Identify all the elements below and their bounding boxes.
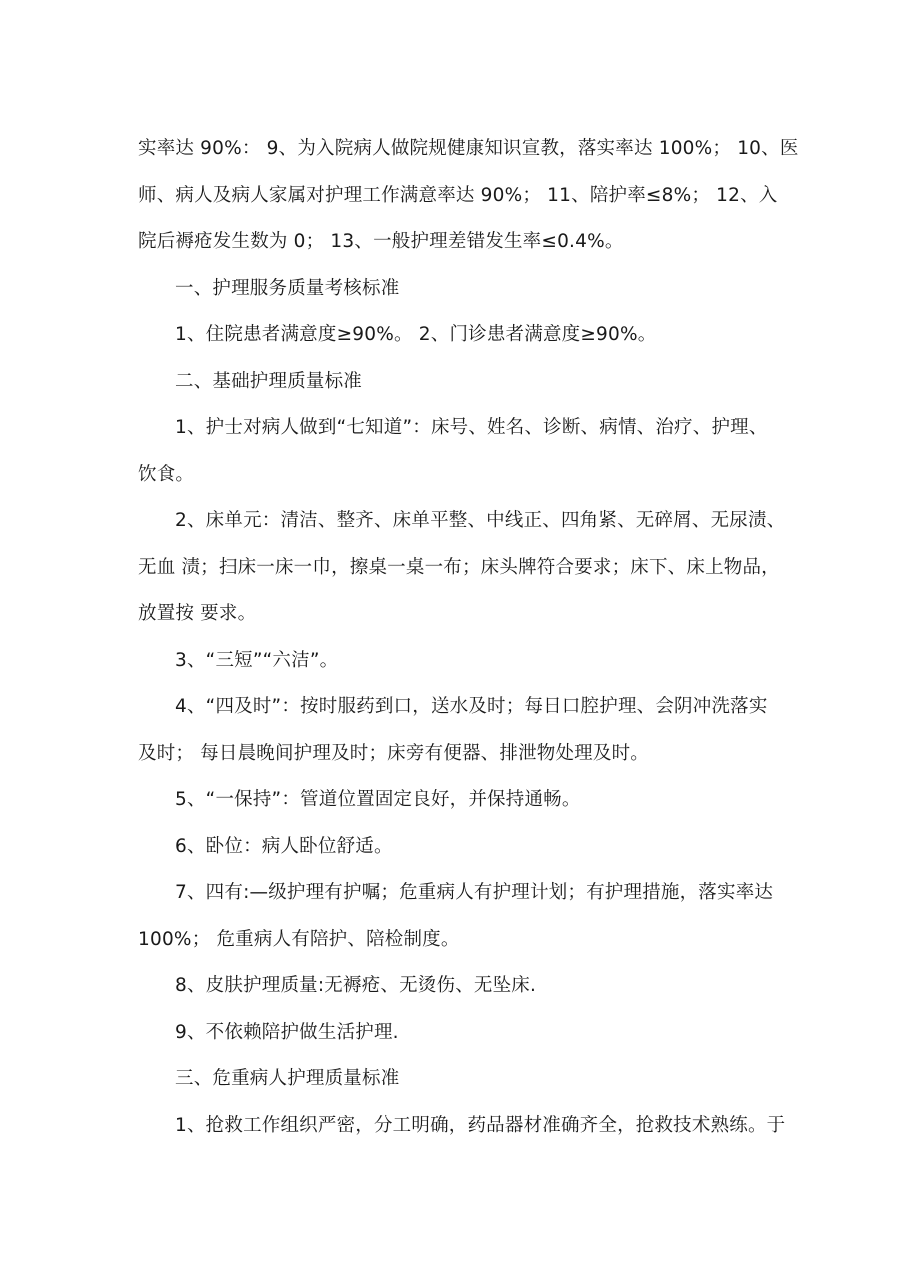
text-line: 实率达 90%： 9、为入院病人做院规健康知识宣教，落实率达 100%； 10、医 <box>138 138 799 159</box>
text-line: 4、“四及时”：按时服药到口，送水及时；每日口腔护理、会阴冲洗落实 <box>175 696 768 717</box>
text-line: 6、卧位：病人卧位舒适。 <box>175 835 393 857</box>
text-line: 100%； 危重病人有陪护、陪检制度。 <box>138 928 460 950</box>
text-line: 放置按 要求。 <box>138 603 257 624</box>
text-line: 9、不依赖陪护做生活护理. <box>175 1021 399 1043</box>
section-heading: 二、基础护理质量标准 <box>175 370 363 392</box>
text-line: 2、床单元：清洁、整齐、床单平整、中线正、四角紧、无碎屑、无尿渍、 <box>175 510 786 531</box>
text-line: 院后褥疮发生数为 0； 13、一般护理差错发生率≤0.4%。 <box>138 231 624 252</box>
text-line: 师、病人及病人家属对护理工作满意率达 90%； 11、陪护率≤8%； 12、入 <box>138 184 778 206</box>
text-line: 1、抢救工作组织严密，分工明确，药品器材准确齐全，抢救技术熟练。于 <box>175 1114 786 1136</box>
text-line: 饮食。 <box>138 463 195 485</box>
text-line: 1、护士对病人做到“七知道”：床号、姓名、诊断、病情、治疗、护理、 <box>175 417 768 438</box>
document-body <box>138 126 799 1149</box>
text-line: 5、“一保持”：管道位置固定良好，并保持通畅。 <box>175 789 581 810</box>
section-heading: 三、危重病人护理质量标准 <box>175 1068 400 1089</box>
text-line: 3、“三短”“六洁”。 <box>175 649 339 671</box>
text-line: 8、皮肤护理质量:无褥疮、无烫伤、无坠床. <box>175 975 537 996</box>
text-line: 1、住院患者满意度≥90%。 2、门诊患者满意度≥90%。 <box>175 324 657 345</box>
text-line: 无血 渍；扫床一床一巾，擦桌一桌一布；床头牌符合要求；床下、床上物品， <box>138 556 780 578</box>
section-heading: 一、护理服务质量考核标准 <box>175 277 400 299</box>
text-line: 及时； 每日晨晚间护理及时；床旁有便器、排泄物处理及时。 <box>138 742 649 764</box>
text-line: 7、四有:—级护理有护嘱；危重病人有护理计划；有护理措施，落实率达 <box>175 882 774 903</box>
